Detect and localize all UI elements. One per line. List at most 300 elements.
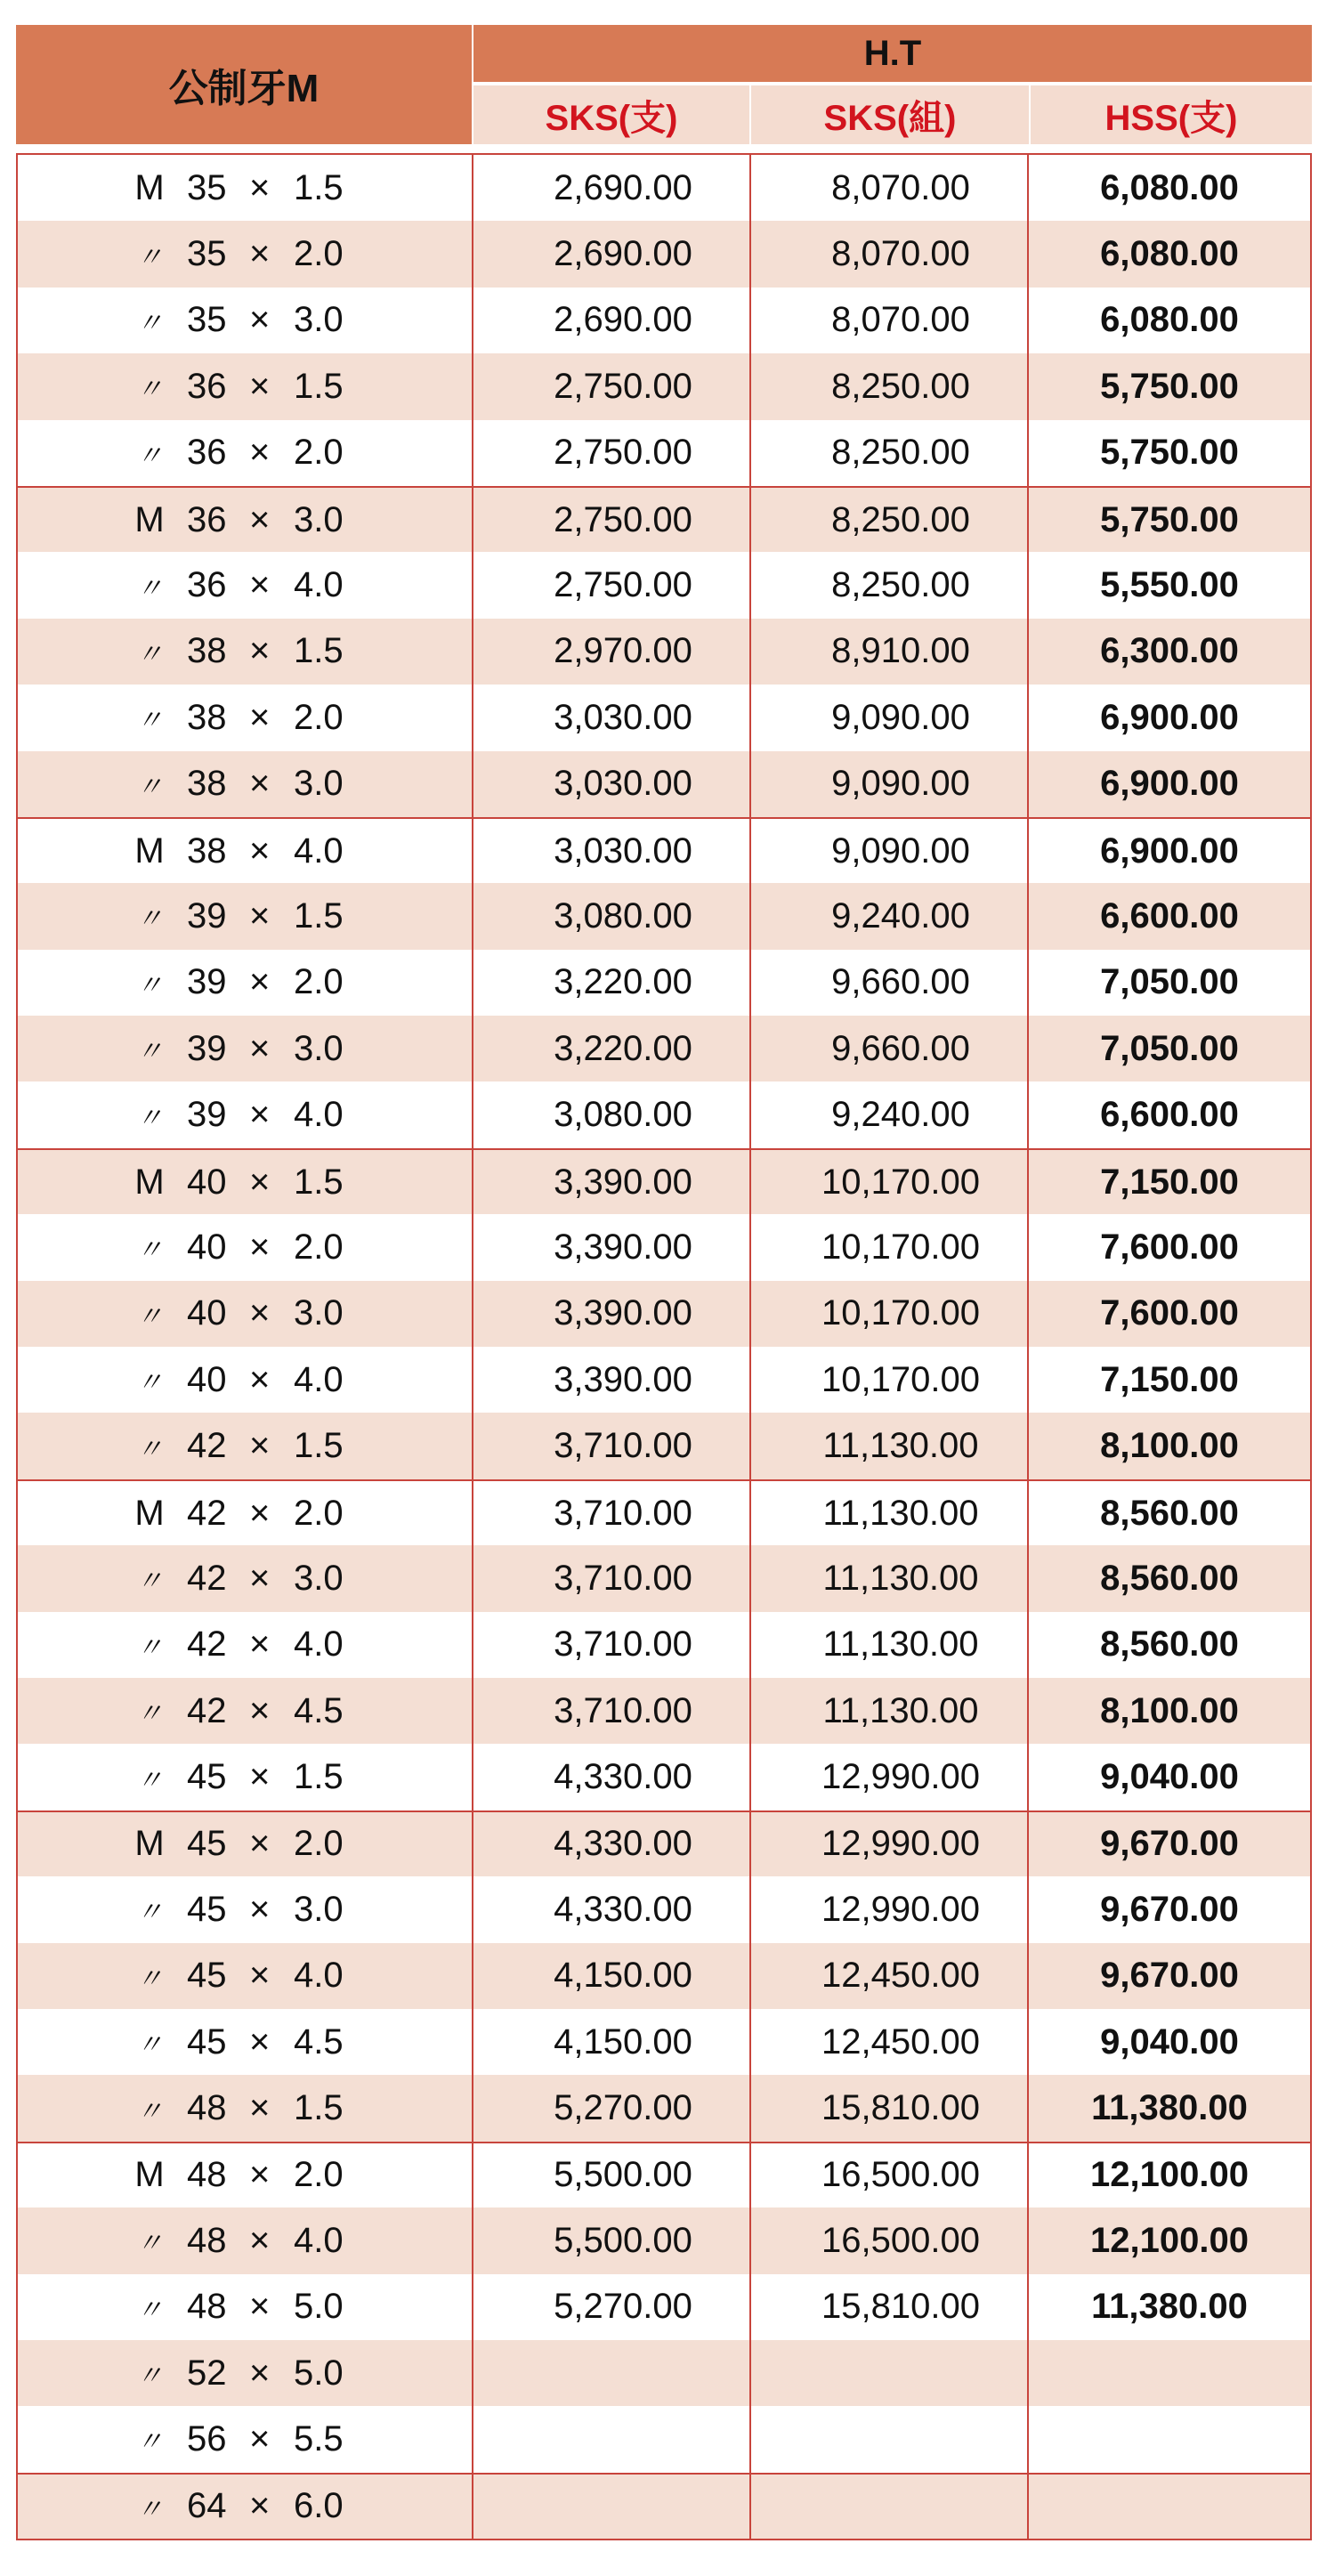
thread-diameter: 42 [187,1690,227,1730]
times-sign: × [249,499,271,539]
thread-diameter: 48 [187,2088,227,2128]
sks-single-price: 3,220.00 [473,950,751,1016]
times-sign: × [249,697,271,737]
times-sign: × [249,2088,271,2128]
hss-single-price: 12,100.00 [1090,2220,1249,2260]
thread-pitch: 1.5 [294,1426,344,1466]
table-row [18,883,1310,949]
thread-pitch: 3.0 [294,1293,344,1333]
hss-single-price: 9,670.00 [1100,1956,1239,1996]
thread-diameter: 35 [187,300,227,340]
sks-set-price: 9,090.00 [751,751,1029,817]
thread-diameter: 48 [187,2155,227,2195]
table-row [18,353,1310,419]
thread-prefix: 〃 [136,2229,163,2259]
thread-prefix: 〃 [136,1103,163,1133]
thread-prefix: 〃 [136,1235,163,1266]
thread-diameter: 38 [187,830,227,871]
hss-single-price: 6,900.00 [1100,697,1239,737]
sks-single-price: 3,390.00 [473,1281,751,1347]
times-sign: × [249,1889,271,1929]
thread-pitch: 4.5 [294,1690,344,1730]
times-sign: × [249,1028,271,1068]
thread-prefix: 〃 [136,2361,163,2392]
times-sign: × [249,830,271,871]
thread-pitch: 1.5 [294,1757,344,1797]
table-row [18,1678,1310,1744]
price-table [16,25,1312,2526]
times-sign: × [249,1624,271,1665]
table-row [18,1943,1310,2009]
table-row [18,1148,1310,1214]
thread-pitch: 3.0 [294,1558,344,1598]
table-row [18,2142,1310,2207]
thread-size-cell [18,1678,473,1744]
sks-set-price: 11,130.00 [751,1481,1029,1545]
sks-set-price: 12,450.00 [751,2009,1029,2075]
times-sign: × [249,2287,271,2327]
hss-single-price: 9,670.00 [1100,1889,1239,1929]
sks-set-price: 8,250.00 [751,420,1029,486]
thread-diameter: 45 [187,1824,227,1864]
sks-set-price: 12,990.00 [751,1876,1029,1942]
times-sign: × [249,1757,271,1797]
thread-prefix: 〃 [136,1037,163,1067]
thread-size-cell [18,288,473,353]
thread-size-cell [18,2340,473,2406]
thread-diameter: 42 [187,1426,227,1466]
table-row [18,1810,1310,1876]
table-row [18,1744,1310,1810]
thread-prefix: 〃 [136,1301,163,1332]
thread-size-cell [18,420,473,486]
thread-diameter: 39 [187,962,227,1002]
thread-prefix: 〃 [136,2427,163,2458]
thread-prefix: 〃 [136,772,163,802]
thread-diameter: 36 [187,433,227,473]
thread-size-cell [18,2009,473,2075]
sks-set-price: 16,500.00 [751,2143,1029,2207]
sks-set-price: 8,070.00 [751,288,1029,353]
thread-pitch: 1.5 [294,631,344,671]
times-sign: × [249,1162,271,1202]
thread-prefix: 〃 [136,970,163,1000]
table-row [18,2473,1310,2539]
thread-pitch: 5.0 [294,2353,344,2393]
thread-size-cell [18,1281,473,1347]
hss-single-price [1029,2340,1310,2406]
sks-set-price: 15,810.00 [751,2274,1029,2340]
thread-prefix: 〃 [136,904,163,935]
thread-size-cell [18,1081,473,1147]
sks-single-price: 3,390.00 [473,1214,751,1280]
sks-set-price: 9,090.00 [751,819,1029,883]
times-sign: × [249,2220,271,2260]
hss-single-price: 8,100.00 [1100,1690,1239,1730]
table-row [18,2274,1310,2340]
thread-pitch: 5.5 [294,2418,344,2459]
thread-prefix: 〃 [136,242,163,272]
hss-single-price: 7,600.00 [1100,1293,1239,1333]
thread-prefix: 〃 [136,706,163,736]
hss-single-price: 9,040.00 [1100,2021,1239,2062]
thread-size-cell [18,1481,473,1545]
thread-pitch: 4.5 [294,2021,344,2062]
hss-single-price: 6,080.00 [1100,300,1239,340]
thread-pitch: 3.0 [294,1889,344,1929]
sks-single-price: 3,710.00 [473,1678,751,1744]
table-row [18,2075,1310,2141]
sks-single-price: 4,330.00 [473,1812,751,1876]
hss-single-price: 5,750.00 [1100,366,1239,406]
sks-set-price: 9,240.00 [751,883,1029,949]
hss-single-price: 8,560.00 [1100,1558,1239,1598]
thread-size-cell [18,1812,473,1876]
times-sign: × [249,764,271,804]
thread-prefix: 〃 [136,441,163,471]
thread-prefix: 〃 [136,1434,163,1464]
thread-pitch: 2.0 [294,433,344,473]
table-header [16,25,1312,146]
sks-set-price: 10,170.00 [751,1347,1029,1413]
thread-size-cell [18,751,473,817]
times-sign: × [249,1493,271,1533]
table-row [18,2406,1310,2472]
thread-size-cell [18,552,473,618]
times-sign: × [249,1824,271,1864]
times-sign: × [249,2486,271,2526]
thread-prefix: 〃 [136,1699,163,1729]
sks-single-price: 5,500.00 [473,2207,751,2273]
hss-single-price: 6,300.00 [1100,631,1239,671]
sks-set-price: 15,810.00 [751,2075,1029,2141]
thread-prefix: 〃 [136,2494,163,2524]
thread-diameter: 52 [187,2353,227,2393]
thread-prefix: 〃 [136,1368,163,1398]
sks-set-price: 8,250.00 [751,552,1029,618]
times-sign: × [249,631,271,671]
thread-pitch: 1.5 [294,167,344,207]
table-row [18,817,1310,883]
table-row [18,1016,1310,1081]
hss-single-price [1029,2406,1310,2472]
table-row [18,552,1310,618]
table-row [18,619,1310,685]
sks-single-price: 3,710.00 [473,1545,751,1611]
thread-diameter: 42 [187,1493,227,1533]
thread-pitch: 2.0 [294,234,344,274]
table-row [18,1347,1310,1413]
hss-single-price: 6,080.00 [1100,167,1239,207]
times-sign: × [249,1690,271,1730]
sks-single-price: 2,690.00 [473,288,751,353]
sks-set-price [751,2475,1029,2539]
thread-pitch: 3.0 [294,1028,344,1068]
thread-prefix: M [134,2155,165,2195]
thread-diameter: 39 [187,895,227,936]
hss-single-price: 6,900.00 [1100,764,1239,804]
table-row [18,1479,1310,1545]
table-row [18,486,1310,552]
thread-prefix: 〃 [136,1898,163,1928]
sks-set-price: 8,070.00 [751,221,1029,287]
thread-pitch: 2.0 [294,2155,344,2195]
thread-diameter: 48 [187,2220,227,2260]
column-heading-sks-set: SKS(組) [751,85,1029,144]
thread-size-cell [18,1150,473,1214]
sks-single-price: 4,330.00 [473,1876,751,1942]
times-sign: × [249,2155,271,2195]
thread-diameter: 40 [187,1359,227,1399]
times-sign: × [249,1956,271,1996]
thread-prefix: M [134,1162,165,1202]
sks-single-price: 4,330.00 [473,1744,751,1810]
table-row [18,420,1310,486]
thread-prefix: 〃 [136,308,163,338]
times-sign: × [249,1095,271,1135]
times-sign: × [249,433,271,473]
thread-pitch: 2.0 [294,962,344,1002]
table-row [18,155,1310,221]
hss-single-price: 9,040.00 [1100,1757,1239,1797]
thread-size-cell [18,1347,473,1413]
thread-diameter: 40 [187,1293,227,1333]
sks-set-price: 10,170.00 [751,1150,1029,1214]
sks-single-price: 5,270.00 [473,2075,751,2141]
thread-diameter: 56 [187,2418,227,2459]
thread-pitch: 4.0 [294,1095,344,1135]
hss-single-price: 12,100.00 [1090,2155,1249,2195]
thread-size-cell [18,1016,473,1081]
thread-size-cell [18,353,473,419]
thread-size-cell [18,950,473,1016]
thread-pitch: 4.0 [294,565,344,605]
sks-single-price [473,2406,751,2472]
thread-pitch: 1.5 [294,366,344,406]
thread-pitch: 4.0 [294,2220,344,2260]
sks-set-price: 11,130.00 [751,1678,1029,1744]
thread-diameter: 38 [187,631,227,671]
sks-single-price [473,2475,751,2539]
thread-pitch: 5.0 [294,2287,344,2327]
thread-size-cell [18,1943,473,2009]
hss-single-price: 7,050.00 [1100,1028,1239,1068]
sks-set-price [751,2340,1029,2406]
thread-diameter: 45 [187,1889,227,1929]
thread-prefix: 〃 [136,2030,163,2061]
sks-set-price: 11,130.00 [751,1545,1029,1611]
thread-diameter: 42 [187,1624,227,1665]
column-heading-sks-single: SKS(支) [473,85,749,144]
thread-diameter: 45 [187,2021,227,2062]
table-body [16,153,1312,2540]
sks-set-price: 8,250.00 [751,488,1029,552]
table-row [18,2340,1310,2406]
sks-set-price: 11,130.00 [751,1612,1029,1678]
thread-size-cell [18,819,473,883]
table-row [18,1545,1310,1611]
table-row [18,1281,1310,1347]
times-sign: × [249,167,271,207]
table-row [18,1612,1310,1678]
thread-size-cell [18,1876,473,1942]
times-sign: × [249,895,271,936]
thread-size-cell [18,1744,473,1810]
sks-set-price: 8,070.00 [751,155,1029,221]
hss-single-price: 6,900.00 [1100,830,1239,871]
thread-pitch: 1.5 [294,1162,344,1202]
sks-single-price: 2,750.00 [473,420,751,486]
column-heading-hss-single: HSS(支) [1031,85,1312,144]
table-row [18,2009,1310,2075]
hss-single-price: 5,550.00 [1100,565,1239,605]
sks-set-price: 10,170.00 [751,1281,1029,1347]
times-sign: × [249,1227,271,1267]
times-sign: × [249,1426,271,1466]
sks-single-price [473,2340,751,2406]
ht-group-heading: H.T [473,25,1312,82]
times-sign: × [249,366,271,406]
thread-pitch: 1.5 [294,895,344,936]
thread-size-cell [18,155,473,221]
thread-diameter: 38 [187,764,227,804]
hss-single-price: 8,560.00 [1100,1624,1239,1665]
thread-diameter: 42 [187,1558,227,1598]
hss-single-price: 8,560.00 [1100,1493,1239,1533]
sks-single-price: 2,690.00 [473,221,751,287]
sks-set-price: 8,250.00 [751,353,1029,419]
table-row [18,288,1310,353]
sks-set-price: 12,990.00 [751,1744,1029,1810]
hss-single-price: 9,670.00 [1100,1824,1239,1864]
thread-diameter: 40 [187,1227,227,1267]
thread-prefix: 〃 [136,1964,163,1994]
sks-single-price: 5,500.00 [473,2143,751,2207]
thread-prefix: 〃 [136,2295,163,2325]
thread-prefix: M [134,830,165,871]
thread-pitch: 2.0 [294,697,344,737]
thread-prefix: 〃 [136,1765,163,1795]
hss-single-price: 7,150.00 [1100,1359,1239,1399]
hss-single-price: 5,750.00 [1100,499,1239,539]
sks-single-price: 5,270.00 [473,2274,751,2340]
times-sign: × [249,1558,271,1598]
table-row [18,685,1310,750]
thread-diameter: 39 [187,1095,227,1135]
hss-single-price: 11,380.00 [1091,2088,1248,2128]
sks-single-price: 3,220.00 [473,1016,751,1081]
sks-set-price: 9,660.00 [751,950,1029,1016]
thread-diameter: 36 [187,366,227,406]
sks-set-price [751,2406,1029,2472]
sks-set-price: 12,450.00 [751,1943,1029,2009]
thread-size-cell [18,2406,473,2472]
thread-pitch: 3.0 [294,300,344,340]
sks-single-price: 2,750.00 [473,488,751,552]
thread-size-cell [18,1612,473,1678]
sks-single-price: 4,150.00 [473,1943,751,2009]
sks-single-price: 3,030.00 [473,751,751,817]
thread-size-cell [18,488,473,552]
thread-prefix: 〃 [136,573,163,603]
sks-single-price: 3,390.00 [473,1150,751,1214]
thread-pitch: 4.0 [294,1624,344,1665]
hss-single-price: 7,150.00 [1100,1162,1239,1202]
hss-single-price: 7,050.00 [1100,962,1239,1002]
thread-prefix: 〃 [136,375,163,405]
thread-size-cell [18,2075,473,2141]
sks-single-price: 3,080.00 [473,1081,751,1147]
thread-prefix: M [134,1493,165,1533]
thread-pitch: 2.0 [294,1227,344,1267]
thread-pitch: 1.5 [294,2088,344,2128]
table-row [18,221,1310,287]
sks-single-price: 2,690.00 [473,155,751,221]
thread-pitch: 3.0 [294,764,344,804]
thread-pitch: 4.0 [294,1359,344,1399]
thread-pitch: 3.0 [294,499,344,539]
thread-diameter: 48 [187,2287,227,2327]
times-sign: × [249,234,271,274]
thread-size-cell [18,1413,473,1478]
times-sign: × [249,1293,271,1333]
thread-diameter: 40 [187,1162,227,1202]
thread-prefix: 〃 [136,1567,163,1597]
sks-single-price: 2,970.00 [473,619,751,685]
thread-prefix: M [134,1824,165,1864]
hss-single-price: 6,600.00 [1100,895,1239,936]
thread-pitch: 6.0 [294,2486,344,2526]
hss-single-price [1029,2475,1310,2539]
thread-size-cell [18,2475,473,2539]
hss-single-price: 8,100.00 [1100,1426,1239,1466]
thread-size-cell [18,883,473,949]
thread-diameter: 35 [187,167,227,207]
hss-single-price: 11,380.00 [1091,2287,1248,2327]
thread-size-cell [18,221,473,287]
sks-single-price: 3,710.00 [473,1413,751,1478]
thread-diameter: 38 [187,697,227,737]
table-row [18,1876,1310,1942]
times-sign: × [249,1359,271,1399]
times-sign: × [249,2418,271,2459]
thread-size-cell [18,2274,473,2340]
thread-size-cell [18,2143,473,2207]
times-sign: × [249,565,271,605]
sks-set-price: 8,910.00 [751,619,1029,685]
sks-single-price: 3,390.00 [473,1347,751,1413]
times-sign: × [249,962,271,1002]
thread-size-cell [18,685,473,750]
sks-single-price: 3,710.00 [473,1481,751,1545]
sks-set-price: 9,090.00 [751,685,1029,750]
thread-pitch: 2.0 [294,1824,344,1864]
sks-single-price: 3,710.00 [473,1612,751,1678]
thread-pitch: 2.0 [294,1493,344,1533]
sks-set-price: 9,240.00 [751,1081,1029,1147]
hss-single-price: 6,080.00 [1100,234,1239,274]
thread-diameter: 36 [187,499,227,539]
thread-prefix: M [134,499,165,539]
times-sign: × [249,300,271,340]
thread-diameter: 64 [187,2486,227,2526]
sks-single-price: 3,030.00 [473,685,751,750]
hss-single-price: 6,600.00 [1100,1095,1239,1135]
thread-diameter: 45 [187,1956,227,1996]
thread-diameter: 45 [187,1757,227,1797]
table-row [18,1214,1310,1280]
sks-set-price: 11,130.00 [751,1413,1029,1478]
